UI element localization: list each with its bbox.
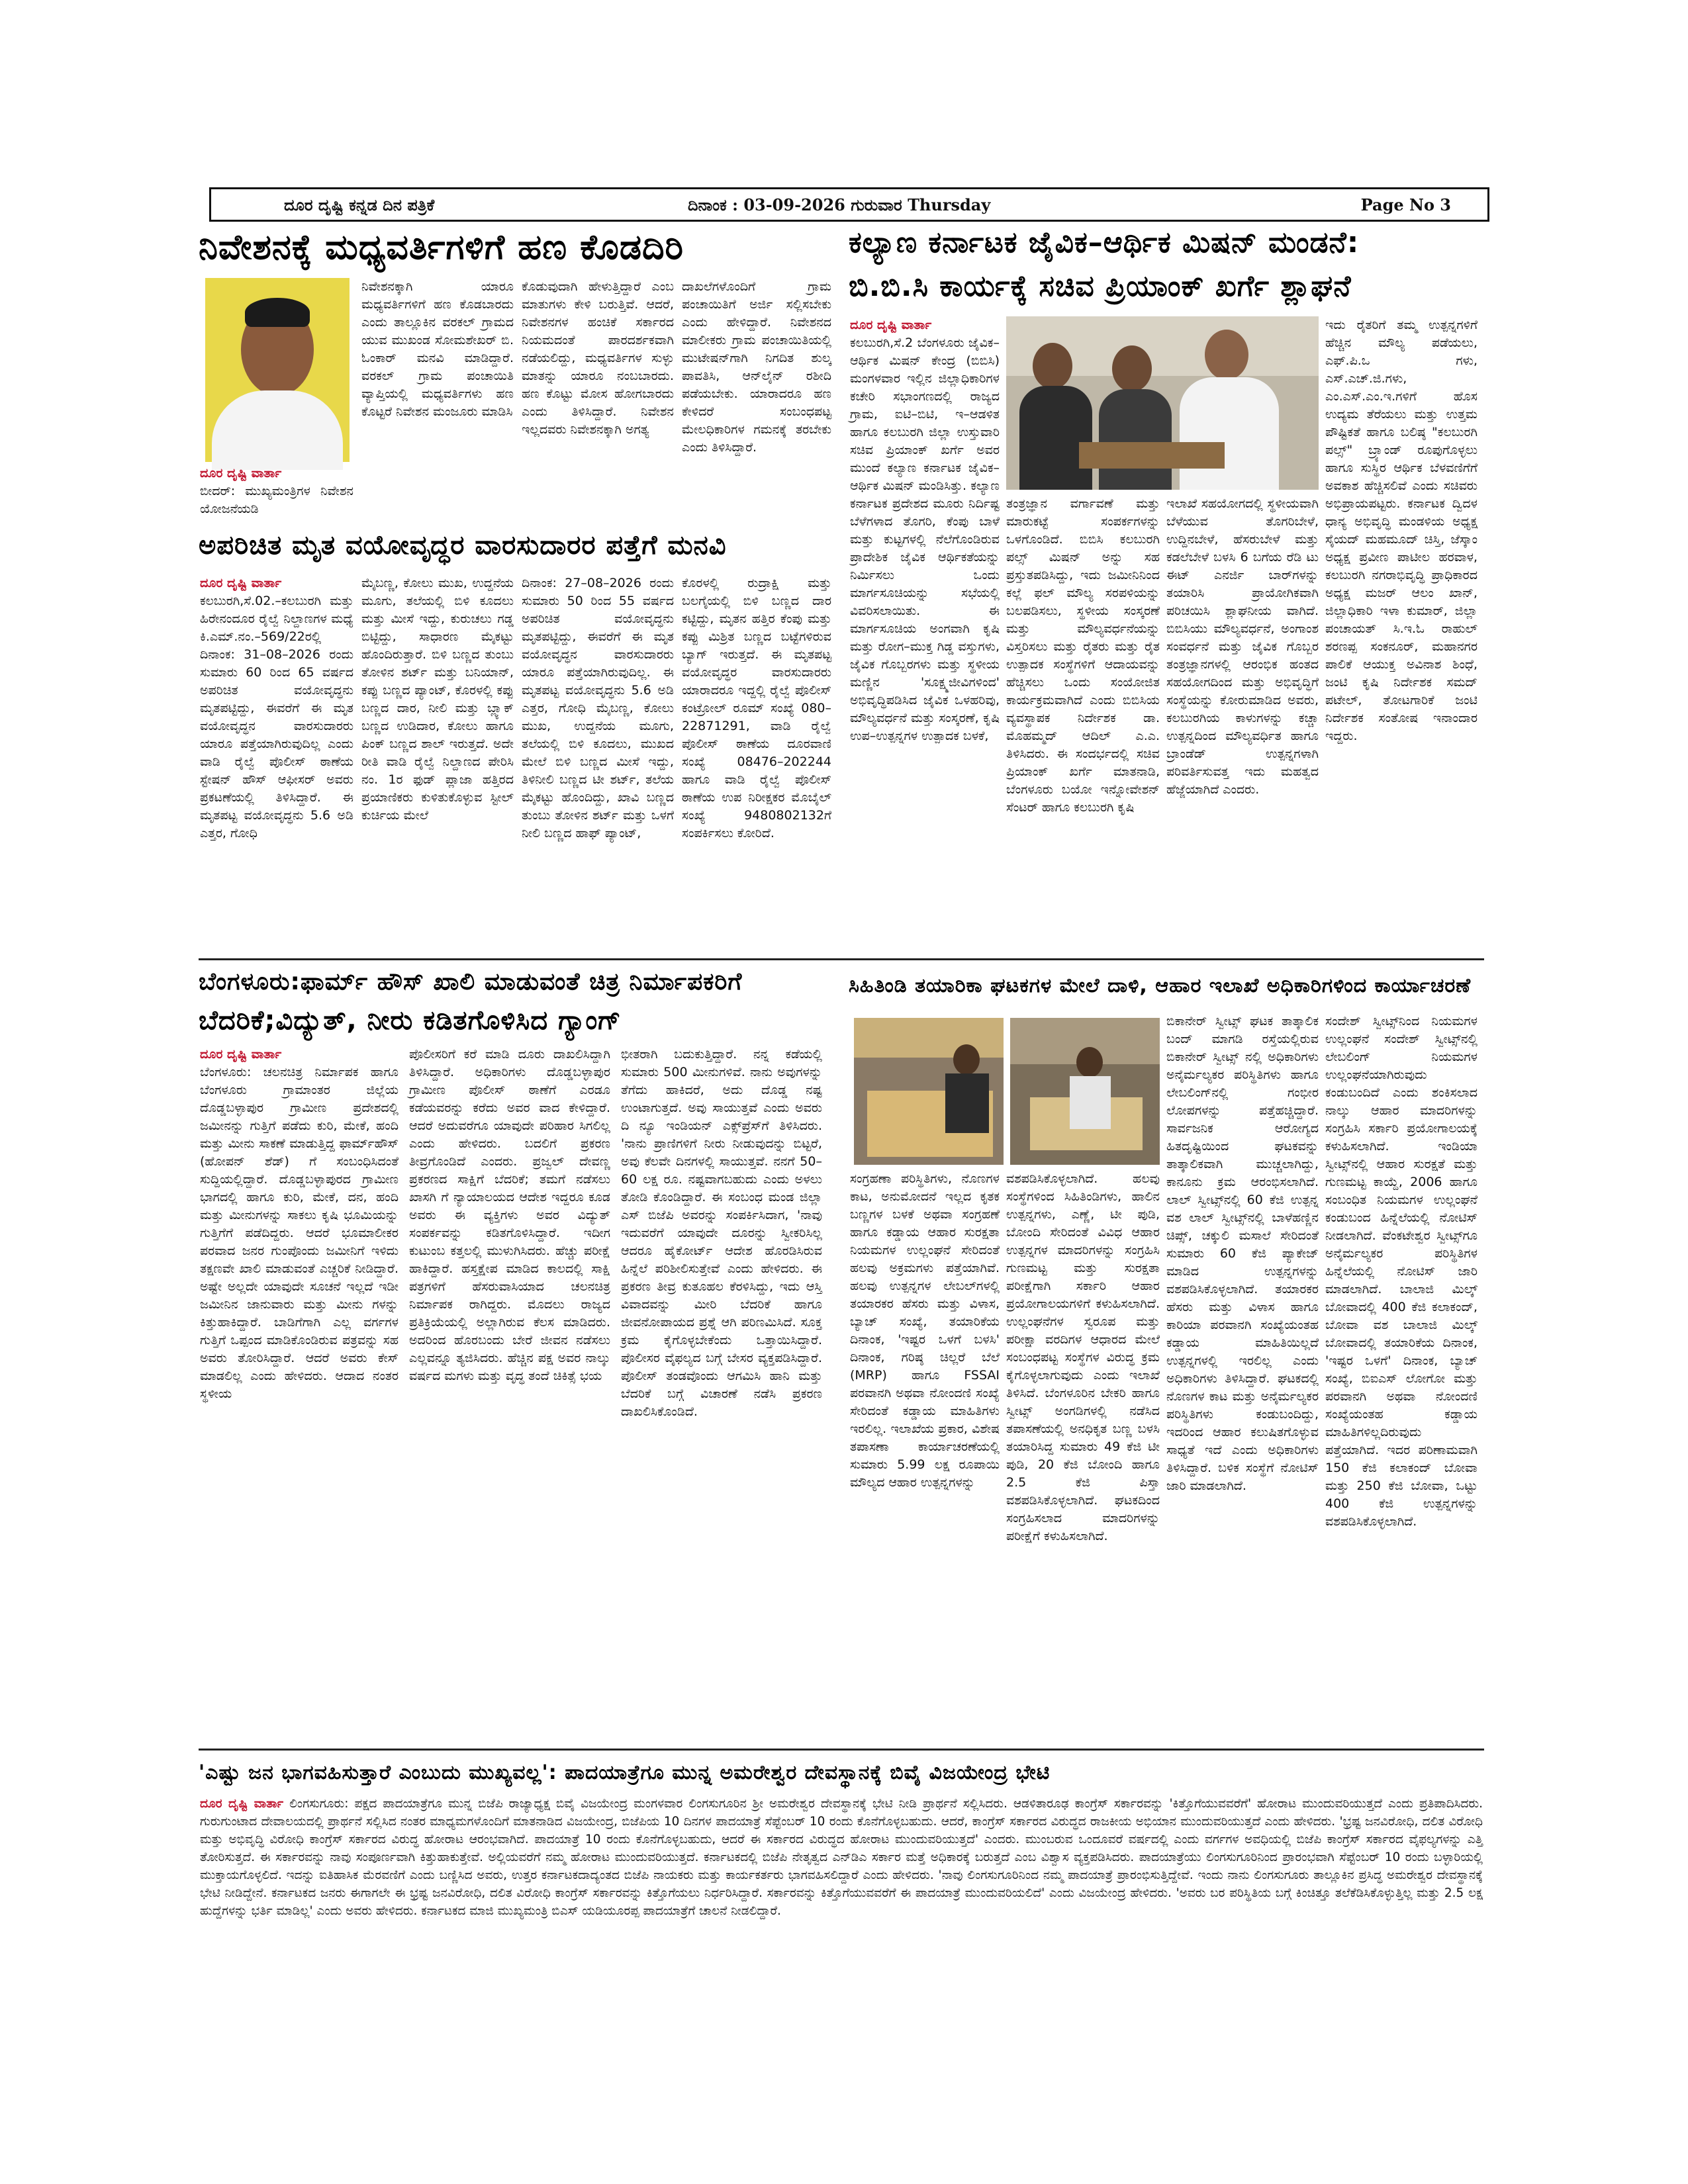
story4-column-2 [409,1046,610,1741]
story4-column-3 [621,1046,822,1741]
story1-column-2 [361,278,514,510]
story3-headline-1: ಕಲ್ಯಾಣ ಕರ್ನಾಟಕ ಜೈವಿಕ–ಆರ್ಥಿಕ ಮಿಷನ್ ಮಂಡನೆ: [849,226,1360,259]
masthead [209,187,1489,222]
story6-byline: ದೂರ ದೃಷ್ಟಿ ವಾರ್ತಾ [200,1797,284,1811]
story3-column-4 [1325,316,1477,952]
story2-headline: ಅಪರಿಚಿತ ಮೃತ ವಯೋವೃದ್ಧರ ವಾರಸುದಾರರ ಪತ್ತೆಗೆ ಮನವಿ [199,530,727,561]
bottom-divider [199,1749,1484,1751]
reporter-photo [205,278,350,462]
story2-text-4: ಕೊರಳಲ್ಲಿ ರುದ್ರಾಕ್ಷಿ ಮತ್ತು ಬಲಗೈಯಲ್ಲಿ ಬಿಳಿ ಬಣ್ಣದ ದಾರ ಕಟ್ಟಿದ್ದು, ಮೃತನ ಹತ್ತಿರ ಕೆಂಪು ಮತ್ತು ಕಪ್ಪು ಮಿಶ್ರಿತ ಬಣ್ಣದ ಬಟ್ಟೆಗಳಿರುವ ಬ್ಯಾಗ್ ಇರುತ್ತದೆ. ಈ ಮೃತಪಟ್ಟ ವಯೋವೃದ್ಧರ ವಾರಸುದಾರರು ಯಾರಾದರೂ ಇದ್ದಲ್ಲಿ ರೈಲ್ವೆ ಪೊಲೀಸ್ ಕಂಟ್ರೋಲ್ ರೂಮ್ ಸಂಖ್ಯೆ 080–22871291, ವಾಡಿ ರೈಲ್ವೆ ಪೊಲೀಸ್ ಠಾಣೆಯ ದೂರವಾಣಿ ಸಂಖ್ಯೆ 08476–202244 ಹಾಗೂ ವಾಡಿ ರೈಲ್ವೆ ಪೊಲೀಸ್ ಠಾಣೆಯ ಉಪ ನಿರೀಕ್ಷಕರ ಮೊಬೈಲ್ ಸಂಖ್ಯೆ 9480802132ಗೆ ಸಂಪರ್ಕಿಸಲು ಕೋರಿದೆ. [682,576,831,841]
story4-text-3: ಭೀತರಾಗಿ ಬದುಕುತ್ತಿದ್ದಾರೆ. ನನ್ನ ಕಡೆಯಲ್ಲಿ ಸುಮಾರು 500 ಮೀನುಗಳಿವೆ. ನಾನು ಅವುಗಳನ್ನು ತೆಗೆದು ಹಾಕಿದರೆ, ಅದು ದೊಡ್ಡ ನಷ್ಟ ಉಂಟಾಗುತ್ತದೆ. ಅವು ಸಾಯುತ್ತವೆ ಎಂದು ಅವರು ದಿ ನ್ಯೂ ಇಂಡಿಯನ್ ಎಕ್ಸ್‌ಪ್ರೆಸ್‌ಗೆ ತಿಳಿಸಿದರು. 'ನಾನು ಪ್ರಾಣಿಗಳಿಗೆ ನೀರು ನೀಡುವುದನ್ನು ಬಿಟ್ಟರೆ, ಅವು ಕೆಲವೇ ದಿನಗಳಲ್ಲಿ ಸಾಯುತ್ತವೆ. ನನಗೆ 50–60 ಲಕ್ಷ ರೂ. ನಷ್ಟವಾಗಬಹುದು ಎಂದು ಅಳಲು ತೋಡಿ ಕೊಂಡಿದ್ದಾರೆ. ಈ ಸಂಬಂಧ ಮಂಡ ಜಿಲ್ಲಾ ಎಸ್ ಬಿಜೆಪಿ ಅವರನ್ನು ಸಂಪರ್ಕಿಸಿದಾಗ, 'ನಾವು ಇದುವರೆಗೆ ಯಾವುದೇ ದೂರನ್ನು ಸ್ವೀಕರಿಸಿಲ್ಲ ಆದರೂ ಹೈಕೋರ್ಟ್ ಆದೇಶ ಹೊರಡಿಸಿರುವ ಹಿನ್ನೆಲೆ ಪರಿಶೀಲಿಸುತ್ತೇವೆ ಎಂದು ಹೇಳಿದರು. ಈ ಪ್ರಕರಣ ತೀವ್ರ ಕುತೂಹಲ ಕೆರಳಿಸಿದ್ದು, ಇದು ಆಸ್ತಿ ವಿವಾದವನ್ನು ಮೀರಿ ಬೆದರಿಕೆ ಹಾಗೂ ಜೀವನೋಪಾಯದ ಪ್ರಶ್ನೆ ಆಗಿ ಪರಿಣಮಿಸಿದೆ. ಸೂಕ್ತ ಕ್ರಮ ಕೈಗೊಳ್ಳಬೇಕೆಂದು ಒತ್ತಾಯಿಸಿದ್ದಾರೆ. ಪೊಲೀಸರ ವೈಫಲ್ಯದ ಬಗ್ಗೆ ಬೇಸರ ವ್ಯಕ್ತಪಡಿಸಿದ್ದಾರೆ. ಪೊಲೀಸ್ ತಂಡವೊಂದು ಆಗಮಿಸಿ ಹಾನಿ ಮತ್ತು ಬೆದರಿಕೆ ಬಗ್ಗೆ ವಿಚಾರಣೆ ನಡೆಸಿ ಪ್ರಕರಣ ದಾಖಲಿಸಿಕೊಂಡಿದೆ. [621,1047,822,1419]
story1-byline: ದೂರ ದೃಷ್ಟಿ ವಾರ್ತಾ [200,466,282,480]
story3-column-3 [1166,495,1319,952]
story2-column-3 [522,574,674,945]
minister-photo [1006,316,1319,490]
story3-text-4: ಇದು ರೈತರಿಗೆ ತಮ್ಮ ಉತ್ಪನ್ನಗಳಿಗೆ ಹೆಚ್ಚಿನ ಮೌಲ್ಯ ಪಡೆಯಲು, ಎಫ್.ಪಿ.ಒ ಗಳು, ಎಸ್.ಎಚ್.ಜಿ.ಗಳು, ಎಂ.ಎಸ್.ಎಂ.ಇ.ಗಳಿಗೆ ಹೊಸ ಉದ್ಯಮ ತೆರೆಯಲು ಮತ್ತು ಉತ್ತಮ ಪೌಷ್ಟಿಕತೆ ಹಾಗೂ ಬಲಿಷ್ಠ "ಕಲಬುರಗಿ ಪಲ್ಸ್" ಬ್ರ್ಯಾಂಡ್ ರೂಪುಗೊಳ್ಳಲು ಹಾಗೂ ಸುಸ್ಥಿರ ಆರ್ಥಿಕ ಬೆಳವಣಿಗೆಗೆ ಅವಕಾಶ ಹೆಚ್ಚಿಸಲಿವೆ ಎಂದು ಸಚಿವರು ಅಭಿಪ್ರಾಯಪಟ್ಟರು. ಕರ್ನಾಟಕ ದ್ವಿದಳ ಧಾನ್ಯ ಅಭಿವೃದ್ಧಿ ಮಂಡಳಿಯ ಅಧ್ಯಕ್ಷ ಸೈಯದ್ ಮಹಮೂದ್ ಚಿಸ್ತಿ, ಜೆಸ್ಕಾಂ ಅಧ್ಯಕ್ಷ ಪ್ರವೀಣ ಪಾಟೀಲ ಹರವಾಳ, ಕಲಬುರಗಿ ನಗರಾಭಿವೃದ್ಧಿ ಪ್ರಾಧಿಕಾರದ ಅಧ್ಯಕ್ಷ ಮಜರ್ ಆಲಂ ಖಾನ್, ಜಿಲ್ಲಾಧಿಕಾರಿ ಇಳಾ ಕುಮಾರ್, ಜಿಲ್ಲಾ ಪಂಚಾಯತ್ ಸಿ.ಇ.ಓ ರಾಹುಲ್ ಶರಣಪ್ಪ ಸಂಕನೂರ್, ಮಹಾನಗರ ಪಾಲಿಕೆ ಆಯುಕ್ತ ಅವಿನಾಶ ಶಿಂಧೆ, ಜಂಟಿ ಕೃಷಿ ನಿರ್ದೇಶಕ ಸಮದ್ ಪಟೇಲ್, ತೋಟಗಾರಿಕೆ ಜಂಟಿ ನಿರ್ದೇಶಕ ಸಂತೋಷ ಇನಾಂದಾರ ಇದ್ದರು. [1325,318,1477,743]
story2-text-3: ದಿನಾಂಕ: 27–08–2026 ರಂದು ಸುಮಾರು 50 ರಿಂದ 55 ವರ್ಷದ ಅಪರಿಚಿತ ವಯೋವೃದ್ಧನು ಮೃತಪಟ್ಟಿದ್ದು, ಈವರೆಗೆ ಈ ಮೃತ ವಯೋವೃದ್ಧನ ವಾರಸುದಾರರು ಯಾರೂ ಪತ್ತೆಯಾಗಿರುವುದಿಲ್ಲ. ಈ ಮೃತಪಟ್ಟ ವಯೋವೃದ್ಧನು 5.6 ಅಡಿ ಎತ್ತರ, ಗೋಧಿ ಮೈಬಣ್ಣ, ಕೋಲು ಮುಖ, ಉದ್ದನೆಯ ಮೂಗು, ತಲೆಯಲ್ಲಿ ಬಿಳಿ ಕೂದಲು, ಮುಖದ ಮೇಲೆ ಬಿಳಿ ಬಣ್ಣದ ಮೀಸೆ ಇದ್ದು, ತಿಳಿನೀಲಿ ಬಣ್ಣದ ಟೀ ಶರ್ಟ್, ತಲೆಯ ಮೈಕಟ್ಟು ಹೊಂದಿದ್ದು, ಖಾವಿ ಬಣ್ಣದ ತುಂಬು ತೋಳಿನ ಶರ್ಟ್ ಮತ್ತು ಒಳಗೆ ನೀಲಿ ಬಣ್ಣದ ಹಾಫ್ ಪ್ಯಾಂಟ್, [522,576,674,841]
issue-date: ದಿನಾಂಕ : 03-09-2026 ಗುರುವಾರ Thursday [688,195,991,214]
story4-headline-2: ಬೆದರಿಕೆ;ವಿದ್ಯುತ್, ನೀರು ಕಡಿತಗೊಳಿಸಿದ ಗ್ಯಾಂಗ್ [199,1005,622,1036]
story5-text-5: ಸಂದೇಶ್ ಸ್ವೀಟ್ಸ್‌ನಿಂದ ನಿಯಮಗಳ ಉಲ್ಲಂಘನೆ ಸಂದೇಶ್ ಸ್ವೀಟ್ಸ್‌ನಲ್ಲಿ ಲೇಬಲಿಂಗ್ ನಿಯಮಗಳ ಉಲ್ಲಂಘನೆಯಾಗಿರುವುದು ಕಂಡುಬಂದಿದೆ ಎಂದು ಶಂಕಿಸಲಾದ ನಾಲ್ಕು ಆಹಾರ ಮಾದರಿಗಳನ್ನು ಸಂಗ್ರಹಿಸಿ ಸರ್ಕಾರಿ ಪ್ರಯೋಗಾಲಯಕ್ಕೆ ಕಳುಹಿಸಲಾಗಿದೆ. ಇಂಡಿಯಾ ಸ್ವೀಟ್ಸ್‌ನಲ್ಲಿ ಆಹಾರ ಸುರಕ್ಷತೆ ಮತ್ತು ಗುಣಮಟ್ಟ ಕಾಯ್ದೆ, 2006 ಹಾಗೂ ಸಂಬಂಧಿತ ನಿಯಮಗಳ ಉಲ್ಲಂಘನೆ ಕಂಡುಬಂದ ಹಿನ್ನೆಲೆಯಲ್ಲಿ ನೋಟಿಸ್ ನೀಡಲಾಗಿದೆ. ವೆಂಕಟೇಶ್ವರ ಸ್ವೀಟ್ಸ್‌ಗೂ ಅನೈರ್ಮಲ್ಯಕರ ಪರಿಸ್ಥಿತಿಗಳ ಹಿನ್ನೆಲೆಯಲ್ಲಿ ನೋಟಿಸ್ ಜಾರಿ ಮಾಡಲಾಗಿದೆ. ಬಾಲಾಜಿ ಮಿಲ್ಕ್ ಬೋವಾದಲ್ಲಿ 400 ಕೆಜಿ ಕಲಾಕಂದ್, ಬೋವಾ ವಶ ಬಾಲಾಜಿ ಮಿಲ್ಕ್ ಬೋವಾದಲ್ಲಿ ತಯಾರಿಕೆಯ ದಿನಾಂಕ, 'ಇಷ್ಟರ ಒಳಗೆ' ದಿನಾಂಕ, ಬ್ಯಾಚ್ ಸಂಖ್ಯೆ, ಬಿಐಎಸ್ ಲೋಗೋ ಮತ್ತು ಪರವಾನಗಿ ಅಥವಾ ನೋಂದಣಿ ಸಂಖ್ಯೆಯಂತಹ ಕಡ್ಡಾಯ ಮಾಹಿತಿಗಳಿಲ್ಲದಿರುವುದು ಪತ್ತೆಯಾಗಿದೆ. ಇದರ ಪರಿಣಾಮವಾಗಿ 150 ಕೆಜಿ ಕಲಾಕಂದ್ ಬೋವಾ ಮತ್ತು 250 ಕೆಜಿ ಬೋವಾ, ಒಟ್ಟು 400 ಕೆಜಿ ಉತ್ಪನ್ನಗಳನ್ನು ವಶಪಡಿಸಿಕೊಳ್ಳಲಾಗಿದೆ. [1325,1014,1477,1529]
story1-headline: ನಿವೇಶನಕ್ಕೆ ಮಧ್ಯವರ್ತಿಗಳಿಗೆ ಹಣ ಕೊಡದಿರಿ [199,228,684,267]
story2-text-2: ಮೈಬಣ್ಣ, ಕೋಲು ಮುಖ, ಉದ್ದನೆಯ ಮೂಗು, ತಲೆಯಲ್ಲಿ ಬಿಳಿ ಕೂದಲು ಮತ್ತು ಮೀಸೆ ಇದ್ದು, ಕುರುಚಲು ಗಡ್ಡ ಬಿಟ್ಟಿದ್ದು, ಸಾಧಾರಣ ಮೈಕಟ್ಟು ಹೊಂದಿರುತ್ತಾರೆ. ಬಿಳಿ ಬಣ್ಣದ ತುಂಬು ತೋಳಿನ ಶರ್ಟ್ ಮತ್ತು ಬನಿಯಾನ್, ಕಪ್ಪು ಬಣ್ಣದ ಪ್ಯಾಂಟ್, ಕೊರಳಲ್ಲಿ ಕಪ್ಪು ಬಣ್ಣದ ದಾರ, ನೀಲಿ ಮತ್ತು ಬ್ಲ್ಯಾಕ್ ಬಣ್ಣದ ಉಡಿದಾರ, ಕೋಲು ಹಾಗೂ ಪಿಂಕ್ ಬಣ್ಣದ ಶಾಲ್ ಇರುತ್ತದೆ. ಅದೇ ರೀತಿ ವಾಡಿ ರೈಲ್ವೆ ನಿಲ್ದಾಣದ ಪೇರಿಸಿ ನಂ. 1ರ ಫುಡ್ ಪ್ಲಾಜಾ ಹತ್ತಿರದ ಪ್ರಯಾಣಿಕರು ಕುಳಿತುಕೊಳ್ಳುವ ಸ್ಟೀಲ್ ಕುರ್ಚಿಯ ಮೇಲೆ [361,576,514,823]
story1-lead: ಬೀದರ್: ಮುಖ್ಯಮಂತ್ರಿಗಳ ನಿವೇಶನ ಯೋಜನೆಯಡಿ [200,484,353,516]
story6-headline: 'ಎಷ್ಟು ಜನ ಭಾಗವಹಿಸುತ್ತಾರೆ ಎಂಬುದು ಮುಖ್ಯವಲ್ಲ': ಪಾದಯಾತ್ರೆಗೂ ಮುನ್ನ ಅಮರೇಶ್ವರ ದೇವಸ್ಥಾನಕ್ಕೆ ಬಿವೈ ವಿಜಯೇಂದ್ರ ಭೇಟಿ [199,1761,1051,1784]
story1-column-3 [522,278,674,510]
story2-column-2 [361,574,514,945]
story4-column-1 [200,1046,399,1741]
story1-column-4 [682,278,831,510]
story6-body [200,1795,1483,2013]
story5-text-2: ಸಂಗ್ರಹಣಾ ಪರಿಸ್ಥಿತಿಗಳು, ನೊಣಗಳ ಕಾಟ, ಅನುಮೋದನೆ ಇಲ್ಲದ ಕೃತಕ ಬಣ್ಣಗಳ ಬಳಕೆ ಅಥವಾ ಸಂಗ್ರಹಣೆ ಹಾಗೂ ಕಡ್ಡಾಯ ಆಹಾರ ಸುರಕ್ಷತಾ ನಿಯಮಗಳ ಉಲ್ಲಂಘನೆ ಸೇರಿದಂತೆ ಹಲವು ಅಕ್ರಮಗಳು ಪತ್ತೆಯಾಗಿವೆ. ಹಲವು ಉತ್ಪನ್ನಗಳ ಲೇಬಲ್‌ಗಳಲ್ಲಿ ತಯಾರಕರ ಹೆಸರು ಮತ್ತು ವಿಳಾಸ, ಬ್ಯಾಚ್ ಸಂಖ್ಯೆ, ತಯಾರಿಕೆಯ ದಿನಾಂಕ, 'ಇಷ್ಟರ ಒಳಗೆ ಬಳಸಿ' ದಿನಾಂಕ, ಗರಿಷ್ಠ ಚಿಲ್ಲರೆ ಬೆಲೆ (MRP) ಹಾಗೂ FSSAI ಪರವಾನಗಿ ಅಥವಾ ನೋಂದಣಿ ಸಂಖ್ಯೆ ಸೇರಿದಂತೆ ಕಡ್ಡಾಯ ಮಾಹಿತಿಗಳು ಇರಲಿಲ್ಲ. ಇಲಾಖೆಯ ಪ್ರಕಾರ, ವಿಶೇಷ ತಪಾಸಣಾ ಕಾರ್ಯಾಚರಣೆಯಲ್ಲಿ ಸುಮಾರು 5.99 ಲಕ್ಷ ರೂಪಾಯಿ ಮೌಲ್ಯದ ಆಹಾರ ಉತ್ಪನ್ನಗಳನ್ನು [850,1171,1000,1490]
story1-lead-column [200,465,353,516]
story3-text-3: ಇಲಾಖೆ ಸಹಯೋಗದಲ್ಲಿ ಸ್ಥಳೀಯವಾಗಿ ಬೆಳೆಯುವ ತೊಗರಿಬೇಳೆ, ಉದ್ದಿನಬೇಳೆ, ಹೆಸರುಬೇಳೆ ಮತ್ತು ಕಡಲೆಬೇಳೆ ಬಳಸಿ 6 ಬಗೆಯ ರೆಡಿ ಟು ಈಟ್ ಎನರ್ಜಿ ಬಾರ್‌ಗಳನ್ನು ತಯಾರಿಸಿ ಪ್ರಾಯೋಗಿಕವಾಗಿ ಪರಿಚಯಿಸಿ ಶ್ಲಾಘನೀಯ ವಾಗಿದೆ. ಬಿಬಿಸಿಯು ಮೌಲ್ಯವರ್ಧನೆ, ಅಂಗಾಂಶ ಸಂವರ್ಧನೆ ಮತ್ತು ಜೈವಿಕ ಗೊಬ್ಬರ ತಂತ್ರಜ್ಞಾನಗಳಲ್ಲಿ ಆರಂಭಿಕ ಹಂತದ ಸಹಯೋಗದಿಂದ ಮತ್ತು ಅಭಿವೃದ್ಧಿಗೆ ಸಂಸ್ಥೆಯನ್ನು ಕೋರುಮಾಡಿದ ಅವರು, ಕಲಬುರಗಿಯ ಕಾಳುಗಳನ್ನು ಕಚ್ಚಾ ಉತ್ಪನ್ನದಿಂದ ಮೌಲ್ಯವರ್ಧಿತ ಹಾಗೂ ಬ್ರಾಂಡೆಡ್ ಉತ್ಪನ್ನಗಳಾಗಿ ಪರಿವರ್ತಿಸುವತ್ತ ಇದು ಮಹತ್ವದ ಹೆಜ್ಜೆಯಾಗಿದೆ ಎಂದರು. [1166,496,1319,797]
story2-byline: ದೂರ ದೃಷ್ಟಿ ವಾರ್ತಾ [200,576,282,590]
story4-byline: ದೂರ ದೃಷ್ಟಿ ವಾರ್ತಾ [200,1047,282,1062]
page-number: Page No 3 [1360,195,1451,214]
story4-text-1: ಬೆಂಗಳೂರು: ಚಲನಚಿತ್ರ ನಿರ್ಮಾಪಕ ಹಾಗೂ ಬೆಂಗಳೂರು ಗ್ರಾಮಾಂತರ ಜಿಲ್ಲೆಯ ದೊಡ್ಡಬಳ್ಳಾಪುರ ಗ್ರಾಮೀಣ ಪ್ರದೇಶದಲ್ಲಿ ಜಮೀನನ್ನು ಗುತ್ತಿಗೆ ಪಡೆದು ಕುರಿ, ಮೇಕೆ, ಹಂದಿ ಮತ್ತು ಮೀನು ಸಾಕಣೆ ಮಾಡುತ್ತಿದ್ದ ಫಾರ್ಮ್‌ಹೌಸ್ (ಹೋಪನ್ ಶೆಡ್) ಗೆ ಸಂಬಂಧಿಸಿದಂತೆ ಸುದ್ದಿಯಲ್ಲಿದ್ದಾರೆ. ದೊಡ್ಡಬಳ್ಳಾಪುರದ ಗ್ರಾಮೀಣ ಭಾಗದಲ್ಲಿ ಹಾಗೂ ಕುರಿ, ಮೇಕೆ, ದನ, ಹಂದಿ ಮತ್ತು ಮೀನುಗಳನ್ನು ಸಾಕಲು ಕೃಷಿ ಭೂಮಿಯನ್ನು ಗುತ್ತಿಗೆಗೆ ಪಡೆದಿದ್ದರು. ಆದರೆ ಭೂಮಾಲೀಕರ ಪರವಾದ ಜನರ ಗುಂಪೊಂದು ಜಮೀನಿಗೆ ಇಳಿದು ತಕ್ಷಣವೇ ಖಾಲಿ ಮಾಡುವಂತೆ ಎಚ್ಚರಿಕೆ ನೀಡಿದ್ದಾರೆ. ಅಷ್ಟೇ ಅಲ್ಲದೇ ಯಾವುದೇ ಸೂಚನೆ ಇಲ್ಲದೆ ಇಡೀ ಜಮೀನಿನ ಜಾನುವಾರು ಮತ್ತು ಮೀನು ಗಳನ್ನು ಕಿತ್ತುಹಾಕಿದ್ದಾರೆ. ಬಾಡಿಗೆಗಾಗಿ ಎಲ್ಲ ವರ್ಗಗಳ ಗುತ್ತಿಗೆ ಒಪ್ಪಂದ ಮಾಡಿಕೊಂಡಿರುವ ಪತ್ರವನ್ನು ಸಹ ಅವರು ತೋರಿಸಿದ್ದಾರೆ. ಆದರೆ ಅವರು ಕೇಸ್ ಮಾಡಲಿಲ್ಲ ಎಂದು ಹೇಳಿದರು. ಆದಾದ ನಂತರ ಸ್ಥಳೀಯ [200,1065,399,1401]
story5-column-3 [1006,1170,1160,1743]
story1-text-4: ದಾಖಲೆಗಳೊಂದಿಗೆ ಗ್ರಾಮ ಪಂಚಾಯಿತಿಗೆ ಅರ್ಜಿ ಸಲ್ಲಿಸಬೇಕು ಎಂದು ಹೇಳಿದ್ದಾರೆ. ನಿವೇಶನದ ಮಾಲೀಕರು ಗ್ರಾಮ ಪಂಚಾಯಿತಿಯಲ್ಲಿ ಮುಟೇಷನ್‌ಗಾಗಿ ನಿಗದಿತ ಶುಲ್ಕ ಪಾವತಿಸಿ, ಆನ್‌ಲೈನ್ ರಶೀದಿ ಪಡೆಯಬೇಕು. ಯಾರಾದರೂ ಹಣ ಕೇಳಿದರೆ ಸಂಬಂಧಪಟ್ಟ ಮೇಲಧಿಕಾರಿಗಳ ಗಮನಕ್ಕೆ ತರಬೇಕು ಎಂದು ತಿಳಿಸಿದ್ದಾರೆ. [682,279,831,455]
story3-headline-2: ಬಿ.ಬಿ.ಸಿ ಕಾರ್ಯಕ್ಕೆ ಸಚಿವ ಪ್ರಿಯಾಂಕ್ ಖರ್ಗೆ ಶ್ಲಾಘನೆ [849,269,1352,303]
story6-text: ಲಿಂಗಸುಗೂರು: ಪಕ್ಷದ ಪಾದಯಾತ್ರೆಗೂ ಮುನ್ನ ಬಿಜೆಪಿ ರಾಜ್ಯಾಧ್ಯಕ್ಷ ಬಿವೈ ವಿಜಯೇಂದ್ರ ಮಂಗಳವಾರ ಲಿಂಗಸುಗೂರಿನ ಶ್ರೀ ಅಮರೇಶ್ವರ ದೇವಸ್ಥಾನಕ್ಕೆ ಭೇಟಿ ನೀಡಿ ಪ್ರಾರ್ಥನೆ ಸಲ್ಲಿಸಿದರು. ಆಡಳಿತಾರೂಢ ಕಾಂಗ್ರೆಸ್ ಸರ್ಕಾರವನ್ನು 'ಕಿತ್ತೊಗೆಯುವವರೆಗೆ' ಹೋರಾಟ ಮುಂದುವರಿಯುತ್ತದೆ ಎಂದು ಪ್ರತಿಪಾದಿಸಿದರು. ಗುರುಗುಂಟಾದ ದೇವಾಲಯದಲ್ಲಿ ಪ್ರಾರ್ಥನೆ ಸಲ್ಲಿಸಿದ ನಂತರ ಮಾಧ್ಯಮಗಳೊಂದಿಗೆ ಮಾತನಾಡಿದ ವಿಜಯೇಂದ್ರ, ಬಿಜೆಪಿಯ 10 ದಿನಗಳ ಪಾದಯಾತ್ರೆ ಸೆಪ್ಟೆಂಬರ್ 10 ರಂದು ಕೊನೆಗೊಳ್ಳಬಹುದು. ಆದರೆ, ಕಾಂಗ್ರೆಸ್ ಸರ್ಕಾರದ ವಿರುದ್ಧದ ರಾಜಕೀಯ ಅಭಿಯಾನ ಮುಂದುವರಿಯುತ್ತದೆ ಎಂದು ಹೇಳಿದರು. 'ಭ್ರಷ್ಟ ಜನವಿರೋಧಿ, ದಲಿತ ವಿರೋಧಿ ಮತ್ತು ಅಭಿವೃದ್ಧಿ ವಿರೋಧಿ ಕಾಂಗ್ರೆಸ್ ಸರ್ಕಾರದ ವಿರುದ್ಧ ಹೋರಾಟ ಆರಂಭವಾಗಿದೆ. ಪಾದಯಾತ್ರೆ 10 ರಂದು ಕೊನೆಗೊಳ್ಳಬಹುದು, ಆದರೆ ಈ ಸರ್ಕಾರದ ವಿರುದ್ಧದ ಹೋರಾಟ ಮುಂದುವರಿಯುತ್ತದೆ' ಎಂದರು. ಮುಂಬರುವ ಒಂದೂವರೆ ವರ್ಷದಲ್ಲಿ ಎಂದು ವರ್ಗಗಳ ಅವಧಿಯಲ್ಲಿ ಬಿಜೆಪಿ ಕಾಂಗ್ರೆಸ್ ಸರ್ಕಾರದ ವೈಫಲ್ಯಗಳನ್ನು ಎತ್ತಿ ತೋರಿಸುತ್ತದೆ. ಈ ಸರ್ಕಾರವನ್ನು ನಾವು ಸಂಪೂರ್ಣವಾಗಿ ಕಿತ್ತುಹಾಕುತ್ತೇವೆ. ಅಲ್ಲಿಯವರೆಗೆ ನಮ್ಮ ಹೋರಾಟ ಮುಂದುವರಿಯುತ್ತದೆ. ಕರ್ನಾಟಕದಲ್ಲಿ ಬಿಜೆಪಿ ನೇತೃತ್ವದ ಎನ್‌ಡಿಎ ಸರ್ಕಾರ ಮತ್ತೆ ಅಧಿಕಾರಕ್ಕೆ ಬರುತ್ತದೆ ಎಂಬ ವಿಶ್ವಾಸ ವ್ಯಕ್ತಪಡಿಸಿದರು. ಪಾದಯಾತ್ರೆಯು ಲಿಂಗಸುಗೂರಿನಿಂದ ಪ್ರಾರಂಭವಾಗಿ ಸೆಪ್ಟೆಂಬರ್ 10 ರಂದು ಬಳ್ಳಾರಿಯಲ್ಲಿ ಮುಕ್ತಾಯಗೊಳ್ಳಲಿದೆ. ಇದನ್ನು ಐತಿಹಾಸಿಕ ಮೆರವಣಿಗೆ ಎಂದು ಬಣ್ಣಿಸಿದ ಅವರು, ಉತ್ತರ ಕರ್ನಾಟಕದಾದ್ಯಂತದ ಬಿಜೆಪಿ ನಾಯಕರು ಮತ್ತು ಕಾರ್ಯಕರ್ತರು ಭಾಗವಹಿಸಲಿದ್ದಾರೆ ಎಂದು ಹೇಳಿದರು. 'ನಾವು ಲಿಂಗಸುಗೂರಿನಿಂದ ನಮ್ಮ ಪಾದಯಾತ್ರೆ ಪ್ರಾರಂಭಿಸುತ್ತಿದ್ದೇವೆ. ಇಂದು ನಾನು ಲಿಂಗಸುಗೂರು ತಾಲ್ಲೂಕಿನ ಪ್ರಸಿದ್ಧ ಅಮರೇಶ್ವರ ದೇವಸ್ಥಾನಕ್ಕೆ ಭೇಟಿ ನೀಡಿದ್ದೇನೆ. ಕರ್ನಾಟಕದ ಜನರು ಈಗಾಗಲೇ ಈ ಭ್ರಷ್ಟ ಜನವಿರೋಧಿ, ದಲಿತ ವಿರೋಧಿ ಕಾಂಗ್ರೆಸ್ ಸರ್ಕಾರವನ್ನು ಕಿತ್ತೊಗೆಯಲು ನಿರ್ಧರಿಸಿದ್ದಾರೆ. ಸರ್ಕಾರವನ್ನು ಕಿತ್ತೊಗೆಯುವವರೆಗೆ ಈ ಪಾದಯಾತ್ರೆ ಮುಂದುವರಿಯಲಿದೆ' ಎಂದು ವಿಜಯೇಂದ್ರ ಹೇಳಿದರು. 'ಅವರು ಬರ ಪರಿಸ್ಥಿತಿಯ ಬಗ್ಗೆ ಕಿಂಚಿತ್ತೂ ತಲೆಕೆಡಿಸಿಕೊಳ್ಳುತ್ತಿಲ್ಲ ಮತ್ತು 2.5 ಲಕ್ಷ ಹುದ್ದೆಗಳನ್ನು ಭರ್ತಿ ಮಾಡಿಲ್ಲ' ಎಂದು ಅವರು ಹೇಳಿದರು. ಕರ್ನಾಟಕದ ಮಾಜಿ ಮುಖ್ಯಮಂತ್ರಿ ಬಿಎಸ್ ಯಡಿಯೂರಪ್ಪ ಪಾದಯಾತ್ರೆಗೆ ಚಾಲನೆ ನೀಡಲಿದ್ದಾರೆ. [200,1797,1483,1918]
story3-column-1 [850,316,1000,952]
story5-text-4: ಬಿಕಾನೇರ್ ಸ್ವೀಟ್ಸ್ ಘಟಕ ತಾತ್ಕಾಲಿಕ ಬಂದ್ ಮಾಗಡಿ ರಸ್ತೆಯಲ್ಲಿರುವ ಬಿಕಾನೇರ್ ಸ್ವೀಟ್ಸ್ ನಲ್ಲಿ ಅಧಿಕಾರಿಗಳು ಅನೈರ್ಮಲ್ಯಕರ ಪರಿಸ್ಥಿತಿಗಳು ಹಾಗೂ ಲೇಬಲಿಂಗ್‌ನಲ್ಲಿ ಗಂಭೀರ ಲೋಪಗಳನ್ನು ಪತ್ತೆಹಚ್ಚಿದ್ದಾರೆ. ಸಾರ್ವಜನಿಕ ಆರೋಗ್ಯದ ಹಿತದೃಷ್ಟಿಯಿಂದ ಘಟಕವನ್ನು ತಾತ್ಕಾಲಿಕವಾಗಿ ಮುಚ್ಚಲಾಗಿದ್ದು, ಕಾನೂನು ಕ್ರಮ ಆರಂಭಿಸಲಾಗಿದೆ. ಲಾಲ್ ಸ್ವೀಟ್ಸ್‌ನಲ್ಲಿ 60 ಕೆಜಿ ಉತ್ಪನ್ನ ವಶ ಲಾಲ್ ಸ್ವೀಟ್ಸ್‌ನಲ್ಲಿ ಬಾಳೆಹಣ್ಣಿನ ಚಿಪ್ಸ್, ಚಕ್ಕುಲಿ ಮಸಾಲೆ ಸೇರಿದಂತೆ ಸುಮಾರು 60 ಕೆಜಿ ಪ್ಯಾಕೇಜ್ ಮಾಡಿದ ಉತ್ಪನ್ನಗಳನ್ನು ವಶಪಡಿಸಿಕೊಳ್ಳಲಾಗಿದೆ. ತಯಾರಕರ ಹೆಸರು ಮತ್ತು ವಿಳಾಸ ಹಾಗೂ ಕಾರಿಯಾ ಪರವಾನಗಿ ಸಂಖ್ಯೆಯಂತಹ ಕಡ್ಡಾಯ ಮಾಹಿತಿಯಿಲ್ಲದೆ ಉತ್ಪನ್ನಗಳಲ್ಲಿ ಇರಲಿಲ್ಲ ಎಂದು ಅಧಿಕಾರಿಗಳು ತಿಳಿಸಿದ್ದಾರೆ. ಘಟಕದಲ್ಲಿ ನೊಣಗಳ ಕಾಟ ಮತ್ತು ಅನೈರ್ಮಲ್ಯಕರ ಪರಿಸ್ಥಿತಿಗಳು ಕಂಡುಬಂದಿದ್ದು, ಇದರಿಂದ ಆಹಾರ ಕಲುಷಿತಗೊಳ್ಳುವ ಸಾಧ್ಯತೆ ಇದೆ ಎಂದು ಅಧಿಕಾರಿಗಳು ತಿಳಿಸಿದ್ದಾರೆ. ಬಳಿಕ ಸಂಸ್ಥೆಗೆ ನೋಟಿಸ್ ಜಾರಿ ಮಾಡಲಾಗಿದೆ. [1166,1014,1319,1493]
story5-headline: ಸಿಹಿತಿಂಡಿ ತಯಾರಿಕಾ ಘಟಕಗಳ ಮೇಲೆ ದಾಳಿ, ಆಹಾರ ಇಲಾಖೆ ಅಧಿಕಾರಿಗಳಿಂದ ಕಾರ್ಯಾಚರಣೆ [849,974,1472,997]
story3-text-2: ತಂತ್ರಜ್ಞಾನ ವರ್ಗಾವಣೆ ಮತ್ತು ಮಾರುಕಟ್ಟೆ ಸಂಪರ್ಕಗಳನ್ನು ಒಳಗೊಂಡಿದೆ. ಬಿಬಿಸಿ ಕಲಬುರಗಿ ಪಲ್ಸ್ ಮಿಷನ್ ಅನ್ನು ಸಹ ಪ್ರಸ್ತುತಪಡಿಸಿದ್ದು, ಇದು ಜಮೀನಿನಿಂದ ಕಲ್ಲೆ ಫಲ್ ಮೌಲ್ಯ ಸರಪಳಿಯನ್ನು ಬಲಪಡಿಸಲು, ಸ್ಥಳೀಯ ಸಂಸ್ಕರಣೆ ಮತ್ತು ಮೌಲ್ಯವರ್ಧನೆಯನ್ನು ವಿಸ್ತರಿಸಲು ಮತ್ತು ರೈತರು ಮತ್ತು ರೈತ ಉತ್ಪಾದಕ ಸಂಸ್ಥೆಗಳಿಗೆ ಆದಾಯವನ್ನು ಹೆಚ್ಚಿಸಲು ಒಂದು ಸಂಯೋಜಿತ ಕಾರ್ಯಕ್ರಮವಾಗಿದೆ ಎಂದು ಬಿಬಿಸಿಯ ವ್ಯವಸ್ಥಾಪಕ ನಿರ್ದೇಶಕ ಡಾ. ಮೊಹಮ್ಮದ್ ಆದಿಲ್ ಎ.ಎ. ತಿಳಿಸಿದರು. ಈ ಸಂದರ್ಭದಲ್ಲಿ ಸಚಿವ ಪ್ರಿಯಾಂಕ್ ಖರ್ಗೆ ಮಾತನಾಡಿ, ಬೆಂಗಳೂರು ಬಯೋ ಇನ್ನೋವೇಶನ್ ಸೆಂಟರ್ ಹಾಗೂ ಕಲಬುರಗಿ ಕೃಷಿ [1006,496,1160,815]
story1-text-3: ಕೊಡುವುದಾಗಿ ಹೇಳುತ್ತಿದ್ದಾರೆ ಎಂಬ ಮಾತುಗಳು ಕೇಳಿ ಬರುತ್ತಿವೆ. ಆದರೆ, ನಿವೇಶನಗಳ ಹಂಚಿಕೆ ಸರ್ಕಾರದ ನಿಯಮದಂತೆ ಪಾರದರ್ಶಕವಾಗಿ ನಡೆಯಲಿದ್ದು, ಮಧ್ಯವರ್ತಿಗಳ ಸುಳ್ಳು ಮಾತನ್ನು ಯಾರೂ ನಂಬಬಾರದು. ಹಣ ಕೊಟ್ಟು ಮೋಸ ಹೋಗಬಾರದು ಎಂದು ತಿಳಿಸಿದ್ದಾರೆ. ನಿವೇಶನ ಇಲ್ಲದವರು ನಿವೇಶನಕ್ಕಾಗಿ ಅಗತ್ಯ [522,279,674,437]
story1-text-2: ನಿವೇಶನಕ್ಕಾಗಿ ಯಾರೂ ಮಧ್ಯವರ್ತಿಗಳಿಗೆ ಹಣ ಕೊಡಬಾರದು ಎಂದು ತಾಲ್ಲೂಕಿನ ವರಕಲ್ ಗ್ರಾಮದ ಯುವ ಮುಖಂಡ ಸೋಮಶೇಖರ್ ಬಿ. ಓಂಕಾರ್ ಮನವಿ ಮಾಡಿದ್ದಾರೆ. ವರಕಲ್ ಗ್ರಾಮ ಪಂಚಾಯಿತಿ ವ್ಯಾಪ್ತಿಯಲ್ಲಿ ಮಧ್ಯವರ್ತಿಗಳು ಹಣ ಕೊಟ್ಟರೆ ನಿವೇಶನ ಮಂಜೂರು ಮಾಡಿಸಿ [361,279,514,419]
paper-name: ದೂರ ದೃಷ್ಟಿ ಕನ್ನಡ ದಿನ ಪತ್ರಿಕೆ [284,195,435,214]
story5-column-2 [850,1170,1000,1743]
story5-column-4 [1166,1013,1319,1743]
story2-text-1: ಕಲಬುರಗಿ,ಸೆ.02.–ಕಲಬುರಗಿ ಮತ್ತು ಹಿರೇನಂದೂರ ರೈಲ್ವೆ ನಿಲ್ದಾಣಗಳ ಮಧ್ಯೆ ಕಿ.ಎಮ್.ನಂ.–569/22ರಲ್ಲಿ ದಿನಾಂಕ: 31–08–2026 ರಂದು ಸುಮಾರು 60 ರಿಂದ 65 ವರ್ಷದ ಅಪರಿಚಿತ ವಯೋವೃದ್ಧನು ಮೃತಪಟ್ಟಿದ್ದು, ಈವರೆಗೆ ಈ ಮೃತ ವಯೋವೃದ್ಧನ ವಾರಸುದಾರರು ಯಾರೂ ಪತ್ತೆಯಾಗಿರುವುದಿಲ್ಲ ಎಂದು ವಾಡಿ ರೈಲ್ವೆ ಪೊಲೀಸ್ ಠಾಣೆಯ ಸ್ಟೇಷನ್ ಹೌಸ್ ಆಫೀಸರ್ ಅವರು ಪ್ರಕಟಣೆಯಲ್ಲಿ ತಿಳಿಸಿದ್ದಾರೆ. ಈ ಮೃತಪಟ್ಟ ವಯೋವೃದ್ಧನು 5.6 ಅಡಿ ಎತ್ತರ, ಗೋಧಿ [200,594,353,841]
story5-column-5 [1325,1013,1477,1743]
food-unit-photo-1 [854,1018,1004,1165]
story4-text-2: ಪೊಲೀಸರಿಗೆ ಕರೆ ಮಾಡಿ ದೂರು ದಾಖಲಿಸಿದ್ದಾಗಿ ತಿಳಿಸಿದ್ದಾರೆ. ಅಧಿಕಾರಿಗಳು ದೊಡ್ಡಬಳ್ಳಾಪುರ ಗ್ರಾಮೀಣ ಪೊಲೀಸ್ ಠಾಣೆಗೆ ಎರಡೂ ಕಡೆಯವರನ್ನು ಕರೆದು ಅವರ ವಾದ ಕೇಳಿದ್ದಾರೆ. ಆದರೆ ಅದುವರೆಗೂ ಯಾವುದೇ ಪರಿಹಾರ ಸಿಗಲಿಲ್ಲ ಎಂದು ಹೇಳಿದರು. ಬದಲಿಗೆ ಪ್ರಕರಣ ತೀವ್ರಗೊಂಡಿದೆ ಎಂದರು. ಪ್ರಜ್ವಲ್ ದೇವಣ್ಣ ಪ್ರಕರಣದ ಸಾಕ್ಷಿಗೆ ಬೆದರಿಕೆ; ತಮಗೆ ನಡೆಸಲು ಖಾಸಗಿ ಗೆ ನ್ಯಾಯಾಲಯದ ಆದೇಶ ಇದ್ದರೂ ಕೂಡ ಅವರು ಈ ವ್ಯಕ್ತಿಗಳು ಅವರ ವಿದ್ಯುತ್ ಸಂಪರ್ಕವನ್ನು ಕಡಿತಗೊಳಿಸಿದ್ದಾರೆ. ಇದೀಗ ಕುಟುಂಬ ಕತ್ತಲಲ್ಲಿ ಮುಳುಗಿಸಿದರು. ಹೆಚ್ಚು ಪರೀಕ್ಷೆ ಹಾಕಿದ್ದಾರೆ. ಹಸ್ತಕ್ಷೇಪ ಮಾಡಿದ ಕಾಲದಲ್ಲಿ ಸಾಕ್ಷಿ ಪತ್ರಗಳಿಗೆ ಹೆಸರುವಾಸಿಯಾದ ಚಲನಚಿತ್ರ ನಿರ್ಮಾಪಕ ರಾಗಿದ್ದರು. ಮೊದಲು ರಾಜ್ಯದ ಪ್ರತಿಕ್ರಿಯೆಯಲ್ಲಿ ಅಲ್ಲಾಗಿರುವ ಕೆಲಸ ಮಾಡಿದರು. ಅದರಿಂದ ಹೊರಬಂದು ಬೇರೆ ಜೀವನ ನಡೆಸಲು ಎಲ್ಲವನ್ನೂ ತ್ಯಜಿಸಿದರು. ಹೆಚ್ಚಿನ ಪಕ್ಷ ಅವರ ನಾಲ್ಕು ವರ್ಷದ ಮಗಳು ಮತ್ತು ವೃದ್ಧ ತಂದೆ ಚಿಕಿತ್ಸೆ ಭಯ [409,1047,610,1383]
story5-text-3: ವಶಪಡಿಸಿಕೊಳ್ಳಲಾಗಿದೆ. ಹಲವು ಸಂಸ್ಥೆಗಳಿಂದ ಸಿಹಿತಿಂಡಿಗಳು, ಹಾಲಿನ ಉತ್ಪನ್ನಗಳು, ಎಣ್ಣೆ, ಟೀ ಪುಡಿ, ಬೋಂದಿ ಸೇರಿದಂತೆ ವಿವಿಧ ಆಹಾರ ಉತ್ಪನ್ನಗಳ ಮಾದರಿಗಳನ್ನು ಸಂಗ್ರಹಿಸಿ ಗುಣಮಟ್ಟ ಮತ್ತು ಸುರಕ್ಷತಾ ಪರೀಕ್ಷೆಗಾಗಿ ಸರ್ಕಾರಿ ಆಹಾರ ಪ್ರಯೋಗಾಲಯಗಳಿಗೆ ಕಳುಹಿಸಲಾಗಿದೆ. ಉಲ್ಲಂಘನೆಗಳ ಸ್ವರೂಪ ಮತ್ತು ಪರೀಕ್ಷಾ ವರದಿಗಳ ಆಧಾರದ ಮೇಲೆ ಸಂಬಂಧಪಟ್ಟ ಸಂಸ್ಥೆಗಳ ವಿರುದ್ಧ ಕ್ರಮ ಕೈಗೊಳ್ಳಲಾಗುವುದು ಎಂದು ಇಲಾಖೆ ತಿಳಿಸಿದೆ. ಬೆಂಗಳೂರಿನ ಬೇಕರಿ ಹಾಗೂ ಸ್ವೀಟ್ಸ್ ಅಂಗಡಿಗಳಲ್ಲಿ ನಡೆಸಿದ ತಪಾಸಣೆಯಲ್ಲಿ ಅನಧಿಕೃತ ಬಣ್ಣ ಬಳಸಿ ತಯಾರಿಸಿದ್ದ ಸುಮಾರು 49 ಕೆಜಿ ಟೀ ಪುಡಿ, 20 ಕೆಜಿ ಬೋಂದಿ ಹಾಗೂ 2.5 ಕೆಜಿ ಪಿಸ್ತಾ ವಶಪಡಿಸಿಕೊಳ್ಳಲಾಗಿದೆ. ಘಟಕದಿಂದ ಸಂಗ್ರಹಿಸಲಾದ ಮಾದರಿಗಳನ್ನು ಪರೀಕ್ಷೆಗೆ ಕಳುಹಿಸಲಾಗಿದೆ. [1006,1171,1160,1543]
story3-column-2 [1006,495,1160,952]
story3-text-1: ಕಲಬುರಗಿ,ಸೆ.2 ಬೆಂಗಳೂರು ಜೈವಿಕ–ಆರ್ಥಿಕ ಮಿಷನ್ ಕೇಂದ್ರ (ಬಿಬಿಸಿ) ಮಂಗಳವಾರ ಇಲ್ಲಿನ ಜಿಲ್ಲಾಧಿಕಾರಿಗಳ ಕಚೇರಿ ಸಭಾಂಗಣದಲ್ಲಿ ರಾಜ್ಯದ ಗ್ರಾಮ, ಐಟಿ–ಬಿಟಿ, ಇ–ಆಡಳಿತ ಹಾಗೂ ಕಲಬುರಗಿ ಜಿಲ್ಲಾ ಉಸ್ತುವಾರಿ ಸಚಿವ ಪ್ರಿಯಾಂಕ್ ಖರ್ಗೆ ಅವರ ಮುಂದೆ ಕಲ್ಯಾಣ ಕರ್ನಾಟಕ ಜೈವಿಕ–ಆರ್ಥಿಕ ಮಿಷನ್ ಮಂಡಿಸಿತ್ತು. ಕಲ್ಯಾಣ ಕರ್ನಾಟಕ ಪ್ರದೇಶದ ಮೂರು ನಿರ್ದಿಷ್ಟ ಬೆಳೆಗಳಾದ ತೊಗರಿ, ಕೆಂಪು ಬಾಳೆ ಮತ್ತು ಕುಟ್ಟಗಳಲ್ಲಿ ನೆಲೆಗೊಂಡಿರುವ ಪ್ರಾದೇಶಿಕ ಜೈವಿಕ ಆರ್ಥಿಕತೆಯನ್ನು ನಿರ್ಮಿಸಲು ಒಂದು ಮಾರ್ಗಸೂಚಿಯನ್ನು ಸಭೆಯಲ್ಲಿ ವಿವರಿಸಲಾಯಿತು. ಈ ಮಾರ್ಗಸೂಚಿಯ ಅಂಗವಾಗಿ ಕೃಷಿ ಮತ್ತು ರೋಗ–ಮುಕ್ತ ಗಿಡ್ಡ ವಸ್ತುಗಳು, ಜೈವಿಕ ಗೊಬ್ಬರಗಳು ಮತ್ತು ಸ್ಥಳೀಯ ಮಣ್ಣಿನ 'ಸೂಕ್ಷ್ಮಜೀವಿಗಳಿಂದ' ಅಭಿವೃದ್ಧಿಪಡಿಸಿದ ಜೈವಿಕ ಒಳಹರಿವು, ಮೌಲ್ಯವರ್ಧನೆ ಮತ್ತು ಸಂಸ್ಕರಣೆ, ಕೃಷಿ ಉಪ–ಉತ್ಪನ್ನಗಳ ಉತ್ಪಾದಕ ಬಳಕೆ, [850,336,1000,743]
story2-column-1 [200,574,353,945]
section-divider [199,958,1484,960]
story3-byline: ದೂರ ದೃಷ್ಟಿ ವಾರ್ತಾ [850,318,932,332]
food-unit-photo-2 [1010,1018,1160,1165]
story4-headline-1: ಬೆಂಗಳೂರು:ಫಾರ್ಮ್ ಹೌಸ್ ಖಾಲಿ ಮಾಡುವಂತೆ ಚಿತ್ರ ನಿರ್ಮಾಪಕರಿಗೆ [199,968,743,995]
story2-column-4 [682,574,831,945]
